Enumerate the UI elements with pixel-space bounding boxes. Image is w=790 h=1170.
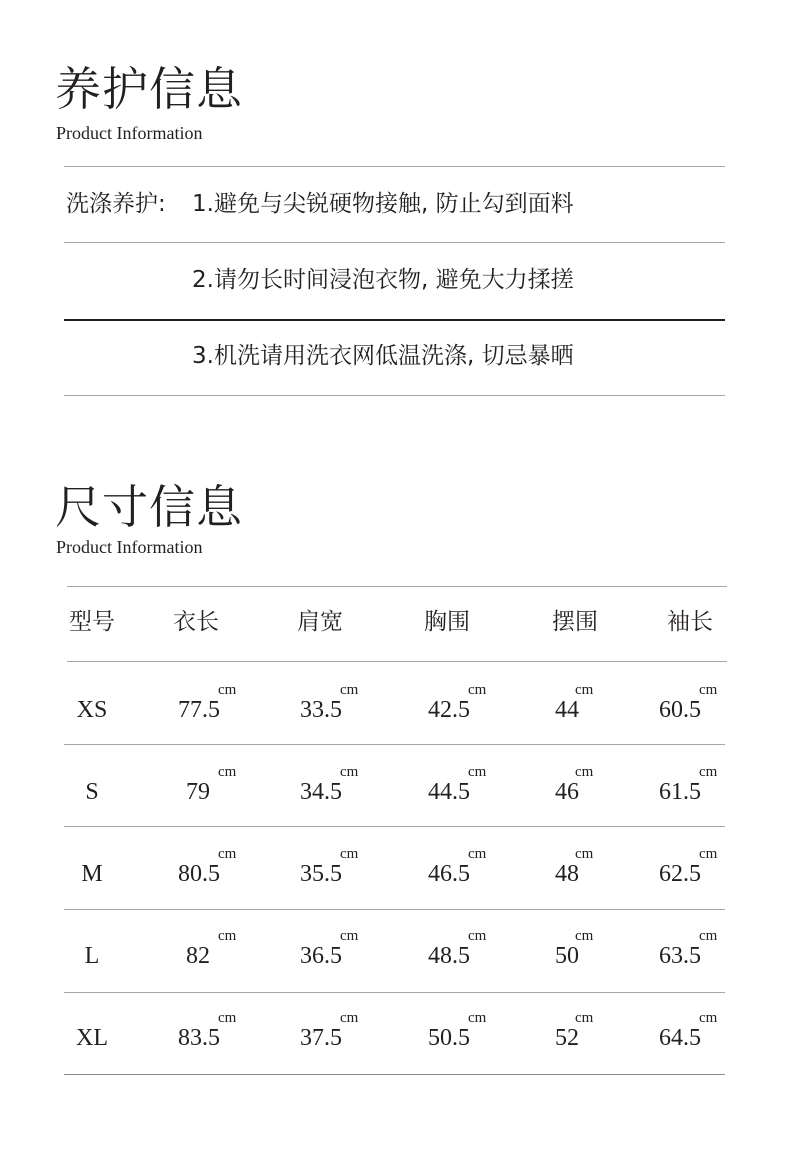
unit-label: cm xyxy=(699,1010,718,1026)
measurement-sleeve: 63.5 xyxy=(659,943,701,969)
unit-label: cm xyxy=(699,846,718,862)
unit-label: cm xyxy=(699,928,718,944)
care-divider-bottom xyxy=(64,395,725,396)
unit-label: cm xyxy=(468,764,487,780)
care-divider-2 xyxy=(64,319,725,321)
size-label: XS xyxy=(76,697,108,723)
measurement-sleeve: 64.5 xyxy=(659,1025,701,1051)
size-label: L xyxy=(84,943,100,969)
measurement-hem: 52 xyxy=(555,1025,579,1051)
measurement-sleeve: 60.5 xyxy=(659,697,701,723)
size-row-divider xyxy=(64,1074,725,1075)
header-chest: 胸围 xyxy=(424,609,470,635)
unit-label: cm xyxy=(468,846,487,862)
care-section-title: 养护信息 xyxy=(55,62,243,116)
size-table-top-border xyxy=(67,586,727,587)
care-divider-top xyxy=(64,166,725,167)
unit-label: cm xyxy=(575,682,594,698)
measurement-shoulder: 33.5 xyxy=(300,697,342,723)
measurement-length: 83.5 xyxy=(178,1025,220,1051)
unit-label: cm xyxy=(340,682,359,698)
size-table-header-divider xyxy=(67,661,727,662)
header-sleeve: 袖长 xyxy=(667,609,713,635)
unit-label: cm xyxy=(575,928,594,944)
measurement-length: 80.5 xyxy=(178,861,220,887)
unit-label: cm xyxy=(218,682,237,698)
header-model: 型号 xyxy=(69,609,115,635)
unit-label: cm xyxy=(468,682,487,698)
size-row-divider xyxy=(64,826,725,827)
measurement-sleeve: 61.5 xyxy=(659,779,701,805)
measurement-chest: 50.5 xyxy=(428,1025,470,1051)
unit-label: cm xyxy=(468,928,487,944)
measurement-shoulder: 36.5 xyxy=(300,943,342,969)
care-item-3: 3.机洗请用洗衣网低温洗涤, 切忌暴晒 xyxy=(192,343,574,369)
size-row-divider xyxy=(64,909,725,910)
size-label: S xyxy=(85,779,99,805)
header-length: 衣长 xyxy=(173,609,219,635)
care-item-1: 1.避免与尖锐硬物接触, 防止勾到面料 xyxy=(192,191,574,217)
unit-label: cm xyxy=(468,1010,487,1026)
measurement-hem: 46 xyxy=(555,779,579,805)
measurement-shoulder: 34.5 xyxy=(300,779,342,805)
measurement-length: 79 xyxy=(186,779,210,805)
unit-label: cm xyxy=(218,1010,237,1026)
unit-label: cm xyxy=(340,764,359,780)
measurement-hem: 44 xyxy=(555,697,579,723)
care-label: 洗涤养护: xyxy=(66,191,166,217)
header-shoulder: 肩宽 xyxy=(297,609,343,635)
unit-label: cm xyxy=(218,764,237,780)
measurement-shoulder: 37.5 xyxy=(300,1025,342,1051)
care-item-2: 2.请勿长时间浸泡衣物, 避免大力揉搓 xyxy=(192,267,574,293)
size-label: XL xyxy=(76,1025,108,1051)
unit-label: cm xyxy=(575,764,594,780)
unit-label: cm xyxy=(340,846,359,862)
measurement-chest: 44.5 xyxy=(428,779,470,805)
measurement-shoulder: 35.5 xyxy=(300,861,342,887)
size-row-divider xyxy=(64,744,725,745)
measurement-hem: 48 xyxy=(555,861,579,887)
measurement-hem: 50 xyxy=(555,943,579,969)
unit-label: cm xyxy=(699,764,718,780)
size-label: M xyxy=(81,861,103,887)
unit-label: cm xyxy=(575,1010,594,1026)
size-section-title: 尺寸信息 xyxy=(55,480,243,534)
unit-label: cm xyxy=(575,846,594,862)
unit-label: cm xyxy=(218,928,237,944)
unit-label: cm xyxy=(218,846,237,862)
header-hem: 摆围 xyxy=(552,609,598,635)
unit-label: cm xyxy=(340,1010,359,1026)
measurement-chest: 46.5 xyxy=(428,861,470,887)
unit-label: cm xyxy=(340,928,359,944)
measurement-chest: 42.5 xyxy=(428,697,470,723)
size-row-divider xyxy=(64,992,725,993)
measurement-sleeve: 62.5 xyxy=(659,861,701,887)
measurement-length: 82 xyxy=(186,943,210,969)
measurement-length: 77.5 xyxy=(178,697,220,723)
care-section-subtitle: Product Information xyxy=(56,123,203,143)
care-divider-1 xyxy=(64,242,725,243)
unit-label: cm xyxy=(699,682,718,698)
measurement-chest: 48.5 xyxy=(428,943,470,969)
size-section-subtitle: Product Information xyxy=(56,537,203,557)
